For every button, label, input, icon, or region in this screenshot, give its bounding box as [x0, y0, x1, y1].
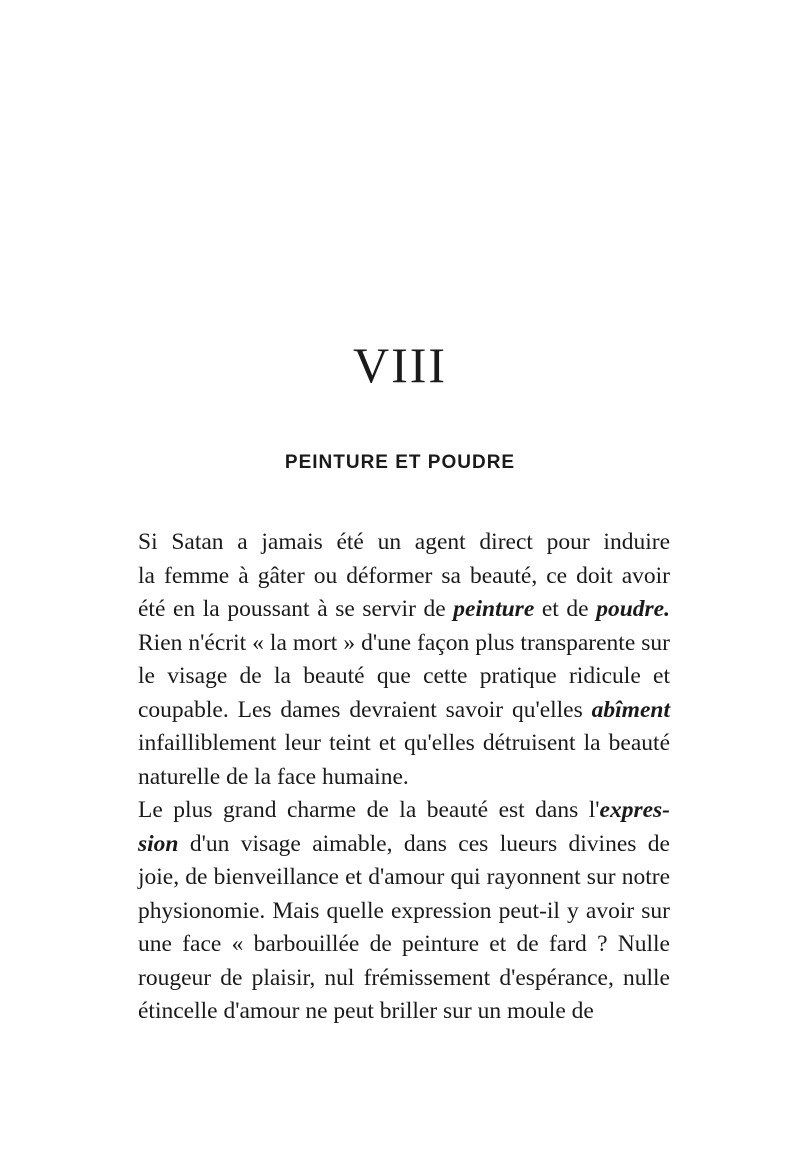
text-segment: et de — [534, 596, 597, 622]
emphasized-text: sion — [138, 830, 179, 857]
paragraph — [110, 794, 670, 1029]
text-segment: le visage de la beauté que cette pratique ridicule et — [138, 663, 670, 689]
text-segment: Si Satan a jamais été un agent direct pour induire — [138, 529, 670, 555]
text-segment: Le plus grand charme de la beauté est dans l' — [138, 797, 600, 823]
text-line — [110, 962, 670, 996]
text-segment: naturelle de la face humaine. — [138, 763, 409, 790]
text-segment: infailliblement leur teint et qu'elles détruisent la beauté — [138, 730, 670, 756]
text-line — [110, 995, 670, 1029]
text-line — [110, 526, 670, 560]
text-line — [110, 761, 670, 795]
emphasized-text: peinture — [453, 596, 535, 622]
text-line — [110, 828, 670, 862]
text-segment: été en la poussant à se servir de — [138, 596, 454, 622]
text-line — [110, 660, 670, 694]
text-segment: Rien n'écrit « la mort » d'une façon plus transparente sur — [138, 629, 670, 656]
text-line — [110, 694, 670, 728]
text-line — [110, 928, 670, 962]
text-line — [110, 895, 670, 929]
text-segment: coupable. Les dames devraient savoir qu'elles — [138, 696, 592, 723]
text-line — [110, 794, 670, 828]
paragraph — [110, 526, 670, 794]
chapter-body — [110, 526, 670, 1029]
text-segment: rougeur de plaisir, nul frémissement d'espérance, nulle — [138, 964, 670, 991]
text-line — [110, 593, 670, 627]
text-segment: une face « barbouillée de peinture et de fard ? Nulle — [138, 931, 670, 957]
emphasized-text: abîment — [591, 696, 670, 723]
emphasized-text: expres- — [599, 797, 670, 823]
text-segment: d'un visage aimable, dans ces lueurs divines de — [178, 830, 670, 857]
text-segment: étincelle d'amour ne peut briller sur un moule de — [138, 998, 594, 1024]
text-line — [110, 560, 670, 594]
text-segment: joie, de bienveillance et d'amour qui rayonnent sur notre — [138, 864, 670, 890]
chapter-number: VIII — [352, 337, 448, 393]
chapter-title: PEINTURE ET POUDRE — [284, 452, 516, 473]
text-line — [110, 627, 670, 661]
text-line — [110, 861, 670, 895]
text-segment: physionomie. Mais quelle expression peut-il y avoir sur — [138, 897, 670, 924]
text-line — [110, 727, 670, 761]
emphasized-text: poudre. — [596, 596, 670, 622]
text-segment: la femme à gâter ou déformer sa beauté, ce doit avoir — [138, 562, 670, 589]
